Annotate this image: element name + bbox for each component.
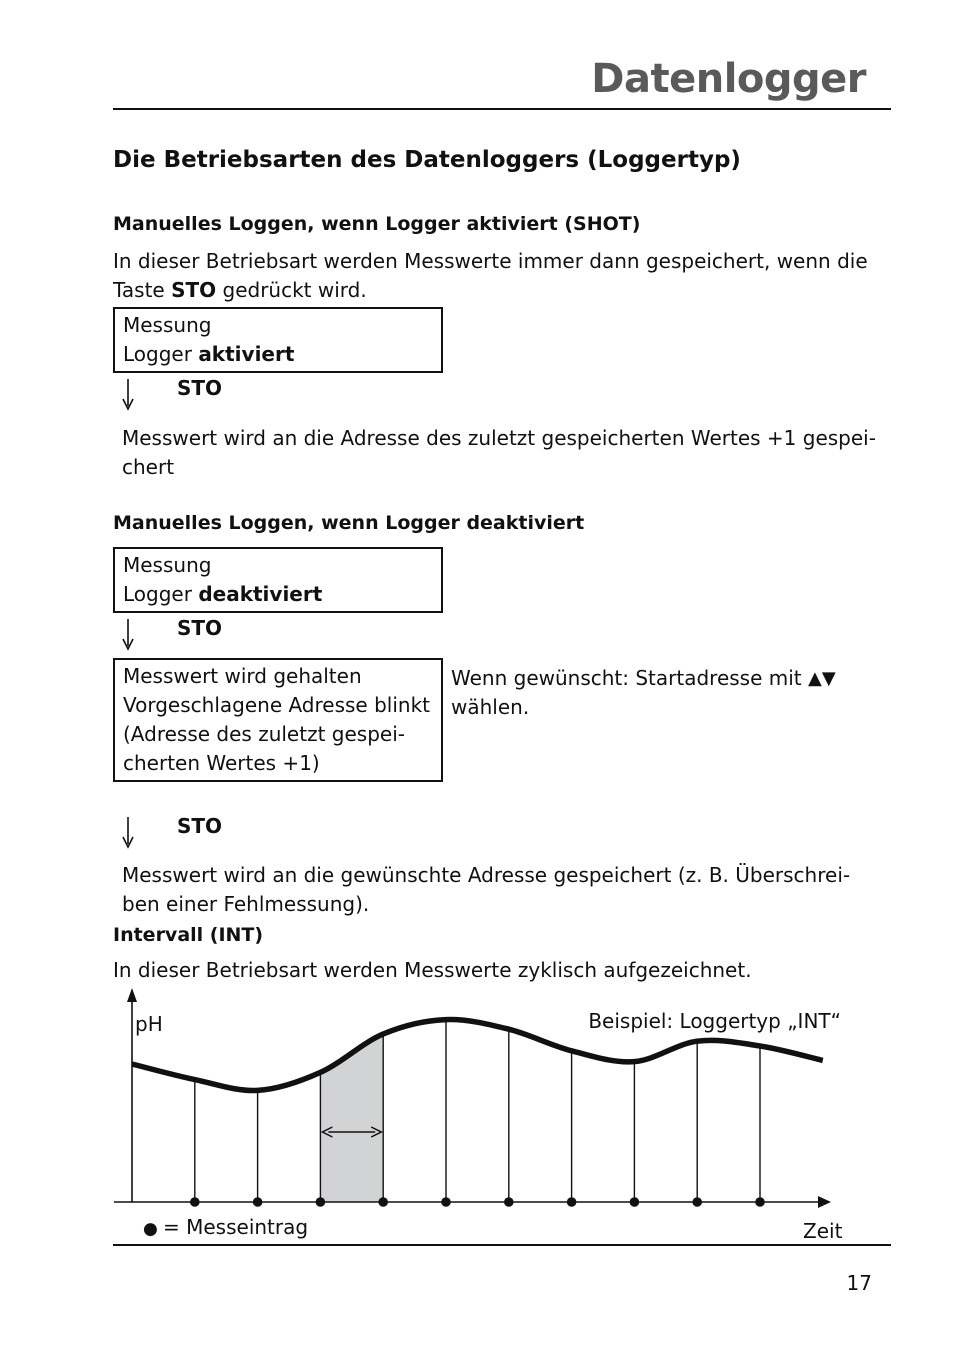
chart-highlight-area (320, 1034, 383, 1202)
chart-marker-4 (378, 1197, 388, 1207)
interval-heading: Intervall (INT) (113, 924, 264, 946)
chart-marker-7 (567, 1197, 577, 1207)
manual-off-side-note: Wenn gewünscht: Startadresse mit ▲▼ wählen. (451, 666, 836, 719)
shot-box-line1: Messung (123, 313, 212, 337)
shot-heading: Manuelles Loggen, wenn Logger aktiviert (SHOT) (113, 213, 641, 235)
manual-off-sto-key-1: STO (177, 616, 223, 640)
chart-marker-10 (755, 1197, 765, 1207)
footer-rule (113, 1244, 891, 1246)
section-title: Die Betriebsarten des Datenloggers (Loggertyp) (113, 147, 741, 173)
manual-off-box1-line1: Messung (123, 553, 212, 577)
chart-x-axis-arrow-icon (818, 1196, 831, 1208)
manual-off-box1-line2: Logger deaktiviert (123, 582, 323, 606)
chart-y-axis-arrow-icon (127, 988, 137, 1002)
arrow-down-icon: ▼ (821, 668, 836, 689)
chart-marker-2 (253, 1197, 263, 1207)
page-title: Datenlogger (591, 56, 866, 102)
shot-intro: In dieser Betriebsart werden Messwerte immer dann gespeichert, wenn die Taste STO gedrückt wird. (113, 249, 868, 302)
chart-marker-1 (190, 1197, 200, 1207)
chart-marker-9 (692, 1197, 702, 1207)
shot-sto-key: STO (177, 376, 223, 400)
chart-x-label: Zeit (803, 1219, 843, 1243)
manual-off-box2-line1: Messwert wird gehalten (123, 664, 362, 688)
shot-result: Messwert wird an die Adresse des zuletzt gespeicherten Wertes +1 gespeichert (122, 426, 876, 479)
chart-shaded-interval (320, 1034, 383, 1202)
page-number: 17 (846, 1271, 872, 1295)
interval-intro: In dieser Betriebsart werden Messwerte zyklisch aufgezeichnet. (113, 958, 752, 982)
manual-off-result: Messwert wird an die gewünschte Adresse gespeichert (z. B. Überschreiben einer Fehlmessung). (122, 863, 851, 916)
chart-legend-symbol: ● (143, 1219, 158, 1239)
chart-y-label: pH (135, 1012, 163, 1036)
chart-marker-6 (504, 1197, 514, 1207)
chart-legend-text: = Messeintrag (163, 1215, 309, 1239)
arrow-up-icon: ▲ (808, 668, 822, 689)
chart-marker-8 (630, 1197, 640, 1207)
manual-off-sto-key-2: STO (177, 814, 223, 838)
chart-marker-3 (316, 1197, 326, 1207)
shot-intro-key: STO (171, 278, 217, 302)
manual-off-box2-line2: Vorgeschlagene Adresse blinkt (123, 693, 431, 717)
shot-box-line2: Logger aktiviert (123, 342, 295, 366)
chart-marker-5 (441, 1197, 451, 1207)
manual-off-box2-line3: (Adresse des zuletzt gespeicherten Wertes +1) (123, 722, 405, 775)
manual-off-heading: Manuelles Loggen, wenn Logger deaktiviert (113, 512, 585, 534)
chart-title: Beispiel: Loggertyp „INT“ (588, 1009, 841, 1033)
